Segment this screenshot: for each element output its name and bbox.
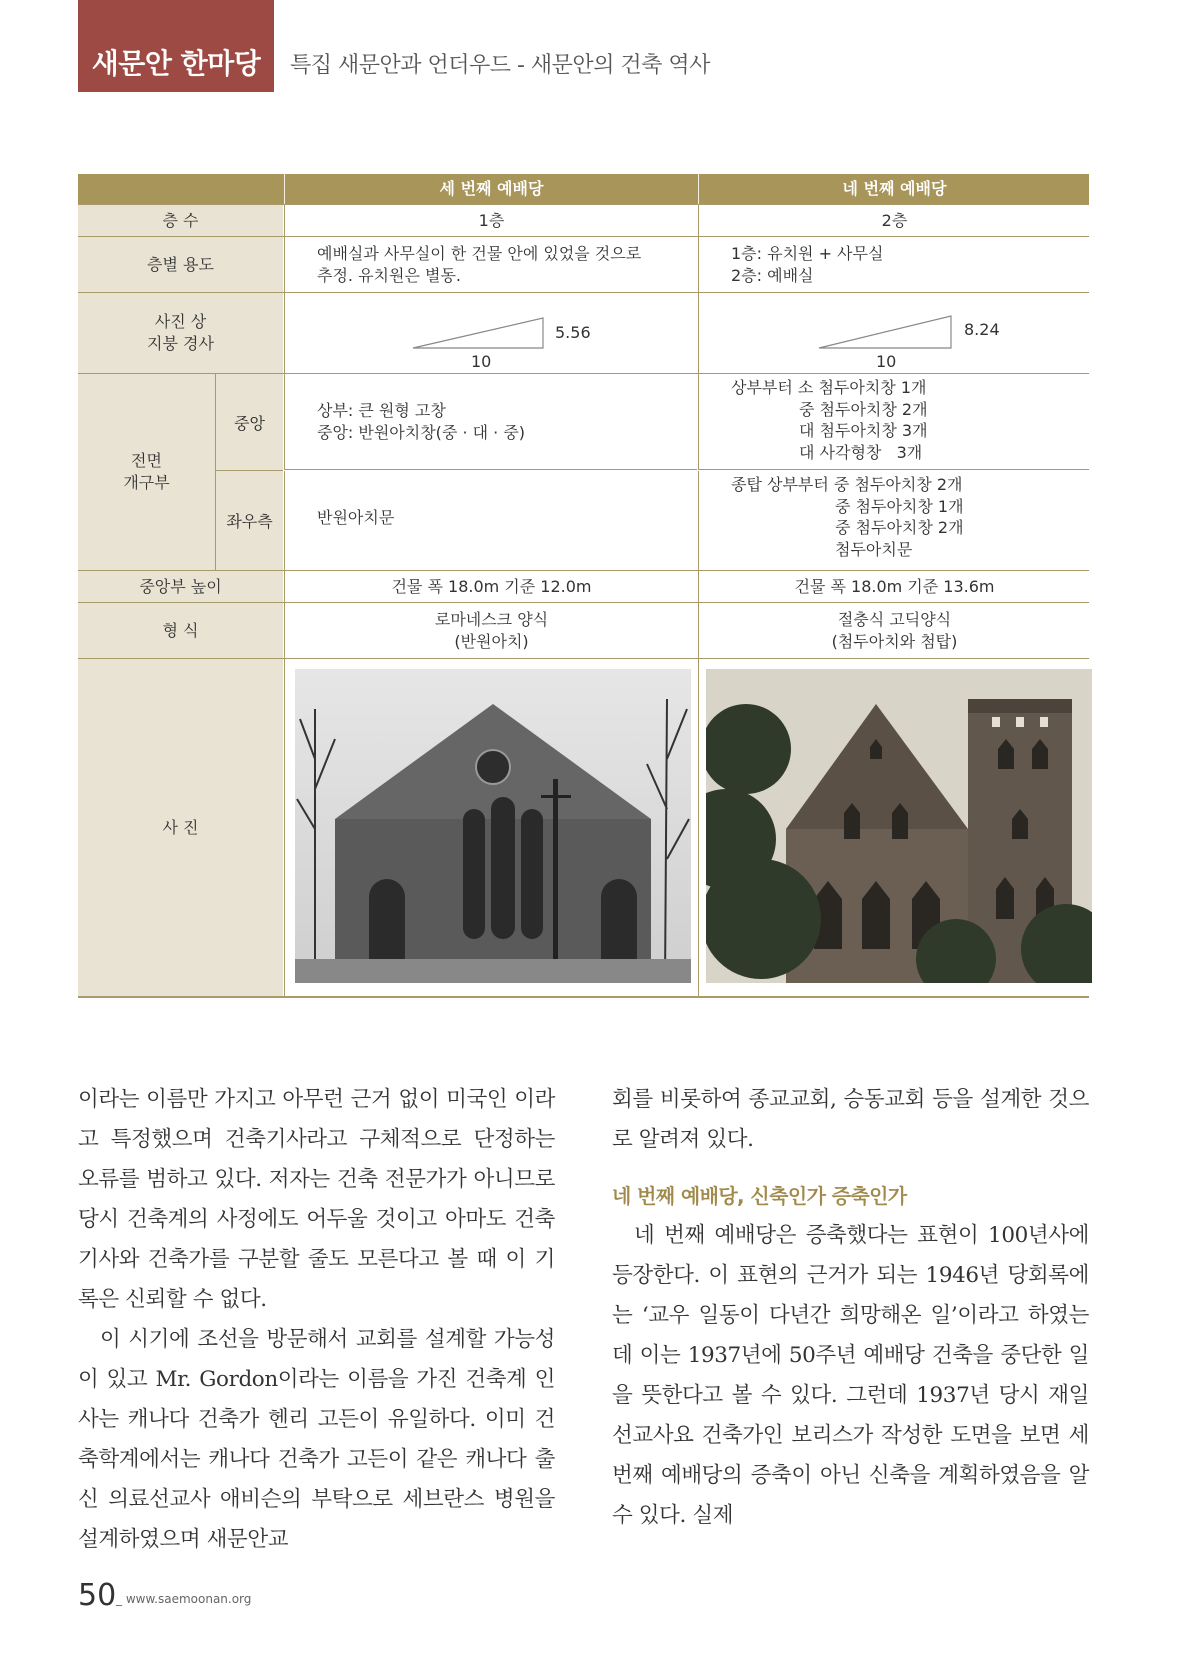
text-line: 중 첨두아치창 2개 [799, 399, 928, 419]
text-line: 절충식 고딕양식 [837, 609, 952, 629]
cell-photo-third [284, 659, 698, 996]
text-line: 상부: 큰 원형 고창 [317, 401, 446, 420]
page-subtitle: 특집 새문안과 언더우드 - 새문안의 건축 역사 [290, 53, 710, 78]
text-line: 첨두아치문 [835, 539, 913, 559]
row-label-photo: 사 진 [78, 659, 283, 996]
paragraph: 이 시기에 조선을 방문해서 교회를 설계할 가능성이 있고 Mr. Gordon이라는 이름을 가진 건축계 인사는 캐나다 건축가 헨리 고든이 유일하다. 이미 건축학계에서는 캐나다 건축가 고든이 같은 캐나다 출신 의료선교사 애비슨의 부탁으로 세브란스 병원을 설계하였으며 새문안교 [78, 1327, 555, 1552]
row-label-style: 형 식 [78, 603, 283, 658]
text-line: 지붕 경사 [147, 334, 214, 353]
cell-usage-third [284, 237, 697, 292]
table-header-blank [78, 174, 283, 204]
cell-style-fourth [698, 603, 1090, 658]
text-line: 상부부터 소 첨두아치창 1개 [731, 378, 927, 397]
cell-front-center-third [284, 374, 697, 470]
slope-rise-third: 5.56 [555, 323, 591, 342]
photo-third-church [295, 669, 691, 983]
cell-slope-fourth [698, 293, 1090, 373]
paragraph: 이라는 이름만 가지고 아무런 근거 없이 미국인 이라고 특정했으며 건축기사라고 구체적으로 단정하는 오류를 범하고 있다. 저자는 건축 전문가가 아니므로 당시 건축계의 사정에도 어두울 것이고 아마도 건축기사와 건축가를 구분할 줄도 모른다고 볼 때 이 기록은 신뢰할 수 없다. [78, 1087, 555, 1312]
photo-fourth-church [706, 669, 1092, 983]
footer-url: _ www.saemoonan.org [116, 1592, 252, 1606]
sub-label-center: 중앙 [215, 374, 283, 471]
text-line: 종탑 상부부터 중 첨두아치창 2개 [731, 475, 963, 494]
row-label-usage: 층별 용도 [78, 237, 283, 292]
cell-front-side-third: 반원아치문 [284, 471, 697, 570]
text-line: 2층: 예배실 [731, 265, 814, 285]
col-header-third: 세 번째 예배당 [284, 174, 698, 204]
row-label-height: 중앙부 높이 [78, 571, 283, 602]
body-column-right [612, 1080, 1089, 1536]
text-line: 개구부 [123, 473, 170, 492]
page-number: 50 [78, 1578, 117, 1613]
cell-floors-fourth: 2층 [698, 205, 1090, 236]
paragraph: 회를 비롯하여 종교교회, 승동교회 등을 설계한 것으로 알려져 있다. [612, 1087, 1089, 1152]
cell-style-third [284, 603, 698, 658]
text-line: 예배실과 사무실이 한 건물 안에 있었을 것으로 [317, 244, 642, 263]
slope-rise-fourth: 8.24 [964, 320, 1000, 339]
text-line: 로마네스크 양식 [434, 609, 549, 629]
row-label-slope [78, 293, 283, 373]
table-row [78, 659, 1089, 998]
cell-photo-fourth [698, 659, 1090, 996]
cell-front-center-fourth [698, 374, 1089, 470]
cell-front-side-fourth [698, 471, 1089, 570]
text-line: 대 사각형창 3개 [799, 442, 923, 462]
cell-floors-third: 1층 [284, 205, 698, 236]
cell-height-fourth: 건물 폭 18.0m 기준 13.6m [698, 571, 1090, 602]
body-column-left [78, 1080, 555, 1560]
section-subheading: 네 번째 예배당, 신축인가 증축인가 [612, 1184, 907, 1208]
cell-slope-third [284, 293, 698, 373]
table-row [78, 237, 1089, 293]
text-line: 전면 [131, 451, 162, 471]
table-row [78, 603, 1089, 659]
row-label-floors: 층 수 [78, 205, 283, 236]
slope-run-third: 10 [471, 352, 492, 371]
text-line: 사진 상 [154, 312, 207, 332]
cell-usage-fourth [698, 237, 1089, 292]
text-line: 1층: 유치원 + 사무실 [731, 244, 884, 263]
paragraph: 네 번째 예배당은 증축했다는 표현이 100년사에 등장한다. 이 표현의 근거가 되는 1946년 당회록에는 ‘교우 일동이 다년간 희망해온 일’이라고 하였는데 이는 1937년에 50주년 예배당 건축을 중단한 일을 뜻한다고 볼 수 있다. 그런데 1937년 당시 재일 선교사요 건축가인 보리스가 작성한 도면을 보면 세 번째 예배당의 증축이 아닌 신축을 계획하였음을 알 수 있다. 실제 [612, 1223, 1089, 1528]
col-header-fourth: 네 번째 예배당 [698, 174, 1090, 204]
table-row [78, 293, 1089, 374]
table-row [78, 374, 1089, 571]
text-line: 대 첨두아치창 3개 [799, 421, 928, 440]
table-row [78, 571, 1089, 603]
table-row [78, 205, 1089, 237]
slope-run-fourth: 10 [876, 352, 897, 371]
text-line: (첨두아치와 첨탑) [831, 631, 958, 651]
sub-label-side: 좌우측 [215, 471, 283, 570]
table-header-row [78, 174, 1089, 205]
text-line: 추정. 유치원은 별동. [317, 265, 461, 285]
section-title: 새문안 한마당 [78, 0, 274, 92]
text-line: (반원아치) [454, 631, 529, 651]
cell-height-third: 건물 폭 18.0m 기준 12.0m [284, 571, 698, 602]
text-line: 중 첨두아치창 2개 [835, 518, 964, 537]
text-line: 중앙: 반원아치창(중 · 대 · 중) [317, 422, 526, 442]
text-line: 중 첨두아치창 1개 [835, 496, 964, 516]
row-label-front [78, 374, 215, 570]
